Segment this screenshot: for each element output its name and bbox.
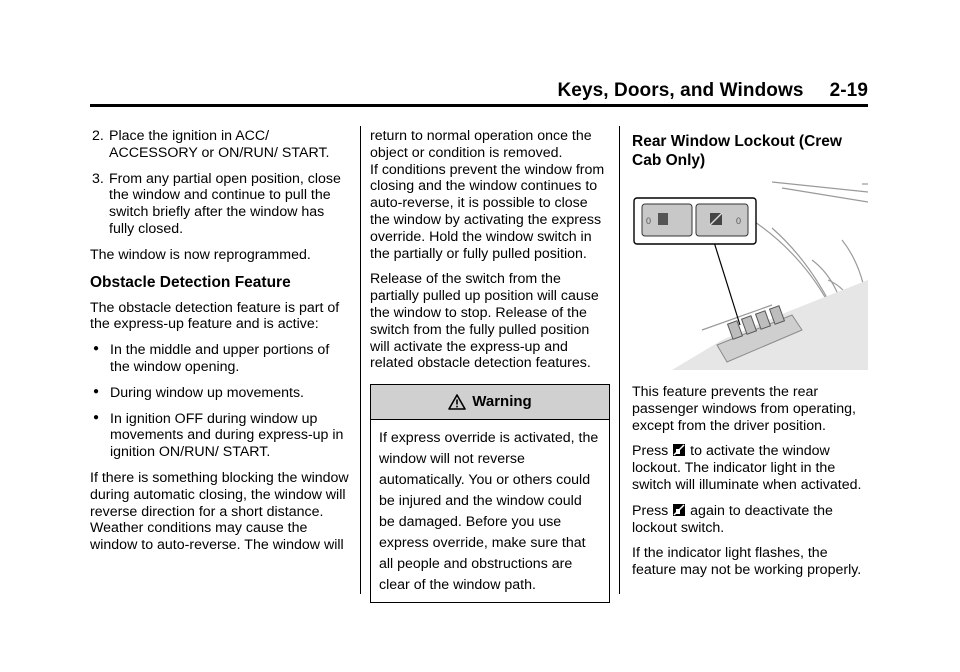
paragraph: Release of the switch from the partially pulled up position will cause the window to stop. Release of the switch from the fully pulled position will activate the express-up and related obstacle detection features. bbox=[370, 271, 599, 372]
paragraph: Press to activate the window lockout. The indicator light in the switch will illuminate when activated. bbox=[632, 443, 862, 493]
column-1 bbox=[90, 128, 352, 563]
paragraph: return to normal operation once the object or condition is removed. bbox=[370, 128, 592, 161]
paragraph: Press again to deactivate the lockout switch. bbox=[632, 502, 833, 536]
section-title: Keys, Doors, and Windows bbox=[557, 80, 804, 101]
door-panel-image bbox=[632, 180, 868, 370]
column-2 bbox=[370, 128, 610, 603]
page-header bbox=[557, 80, 868, 102]
bullet-item: ● In ignition OFF during window up movements and during express-up in ignition ON/RUN/ START. bbox=[90, 411, 352, 461]
step-item bbox=[90, 171, 352, 238]
step-text: From any partial open position, close the window and continue to pull the switch briefly after the window has fully closed. bbox=[109, 170, 341, 237]
step-text: Place the ignition in ACC/ ACCESSORY or ON/RUN/ START. bbox=[109, 128, 330, 161]
header-rule bbox=[90, 104, 868, 107]
step-item bbox=[90, 128, 352, 162]
page-number: 2-19 bbox=[829, 80, 868, 101]
bullet-icon: ● bbox=[93, 411, 100, 423]
svg-text:0: 0 bbox=[736, 216, 742, 226]
window-lockout-icon bbox=[672, 443, 686, 457]
paragraph: The obstacle detection feature is part of the express-up feature and is active: bbox=[90, 299, 340, 333]
warning-header bbox=[371, 385, 609, 420]
paragraph: If the indicator light flashes, the feature may not be working properly. bbox=[632, 545, 862, 579]
column-3 bbox=[632, 128, 872, 588]
paragraph: If conditions prevent the window from closing and the window continues to auto-reverse, it is possible to close the window by activating the express override. Hold the window switch in the partially or fully pulled position. bbox=[370, 161, 605, 262]
window-lockout-icon bbox=[672, 503, 686, 517]
paragraph: This feature prevents the rear passenger windows from operating, except from the driver position. bbox=[632, 384, 856, 434]
door-switch-illustration bbox=[632, 180, 868, 370]
warning-title: Warning bbox=[472, 392, 532, 410]
warning-triangle-icon bbox=[448, 394, 466, 410]
warning-body: If express override is activated, the window will not reverse automatically. You or others could be injured and the window could be damaged. Before you use express override, make sure that all people and obstructions are clear of the window path. bbox=[379, 430, 599, 594]
column-divider bbox=[619, 126, 620, 594]
bullet-icon: ● bbox=[93, 343, 100, 355]
svg-text:0: 0 bbox=[646, 216, 652, 226]
bullet-icon: ● bbox=[93, 385, 100, 397]
step-number: 3. bbox=[92, 170, 104, 187]
warning-box bbox=[370, 384, 610, 603]
bullet-item: ● During window up movements. bbox=[90, 385, 352, 402]
paragraph: If there is something blocking the window during automatic closing, the window will reverse direction for a short distance. Weather conditions may cause the window to auto-reverse. The window will bbox=[90, 469, 349, 554]
column-divider bbox=[360, 126, 361, 594]
paragraph: The window is now reprogrammed. bbox=[90, 246, 311, 263]
step-number: 2. bbox=[92, 128, 104, 144]
section-heading: Rear Window Lockout (Crew Cab Only) bbox=[632, 133, 842, 169]
bullet-item: ● In the middle and upper portions of the window opening. bbox=[90, 342, 352, 376]
section-heading: Obstacle Detection Feature bbox=[90, 273, 291, 291]
